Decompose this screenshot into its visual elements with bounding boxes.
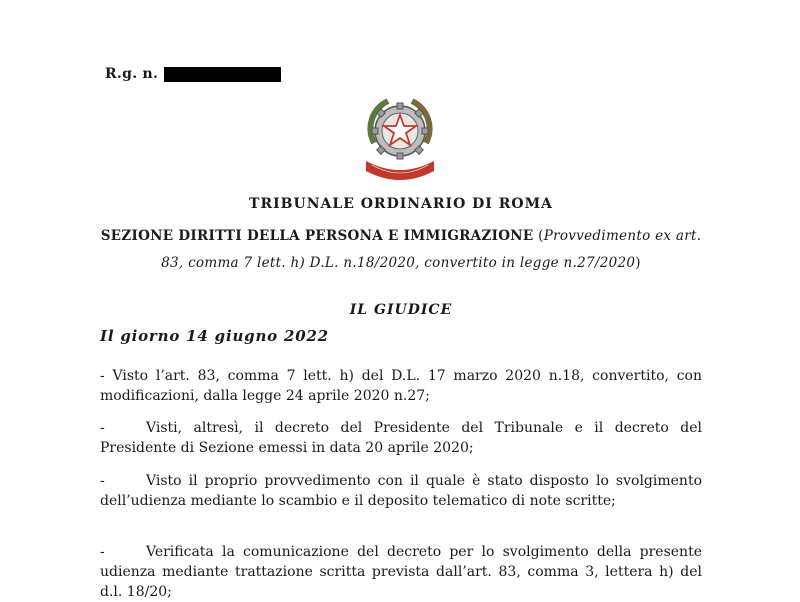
italian-republic-emblem — [360, 95, 440, 183]
recital-paragraph — [100, 542, 702, 602]
recital-text: Visti, altresì, il decreto del Presidente del Tribunale e il decreto del Presidente di Sezione emessi in data 20 aprile 2020; — [100, 420, 702, 456]
recital-dash: - — [100, 544, 105, 560]
case-number-line — [105, 66, 281, 82]
judge-heading: IL GIUDICE — [349, 302, 453, 318]
recital-text: Visto il proprio provvedimento con il quale è stato disposto lo svolgimento dell’udienza mediante lo scambio e il deposito telematico di note scritte; — [100, 473, 702, 509]
section-close-paren: ) — [635, 255, 641, 271]
recital-paragraph — [100, 418, 702, 458]
recital-dash: - — [100, 420, 105, 436]
recital-paragraph — [100, 471, 702, 511]
recital-dash: - — [100, 473, 105, 489]
redacted-case-number — [164, 67, 281, 82]
court-title: TRIBUNALE ORDINARIO DI ROMA — [249, 196, 553, 212]
court-section-heading — [100, 223, 702, 277]
recital-text: Visto l’art. 83, comma 7 lett. h) del D.L. 17 marzo 2020 n.18, convertito, con modificazioni, dalla legge 24 aprile 2020 n.27; — [100, 368, 703, 404]
recital-paragraph — [100, 366, 702, 406]
case-number-label: R.g. n. — [105, 66, 159, 82]
hearing-date: Il giorno 14 giugno 2022 — [100, 327, 329, 345]
recital-dash: - — [100, 368, 113, 384]
section-name: SEZIONE DIRITTI DELLA PERSONA E IMMIGRAZIONE — [100, 228, 534, 244]
recital-text: Verificata la comunicazione del decreto per lo svolgimento della presente udienza mediante trattazione scritta prevista dall’art. 83, comma 3, lettera h) del d.l. 18/20; — [100, 544, 702, 600]
provision-reference: Provvedimento ex art. 83, comma 7 lett. h) D.L. n.18/2020, convertito in legge n.27/2020 — [161, 228, 702, 271]
section-open-paren: ( — [533, 228, 544, 244]
